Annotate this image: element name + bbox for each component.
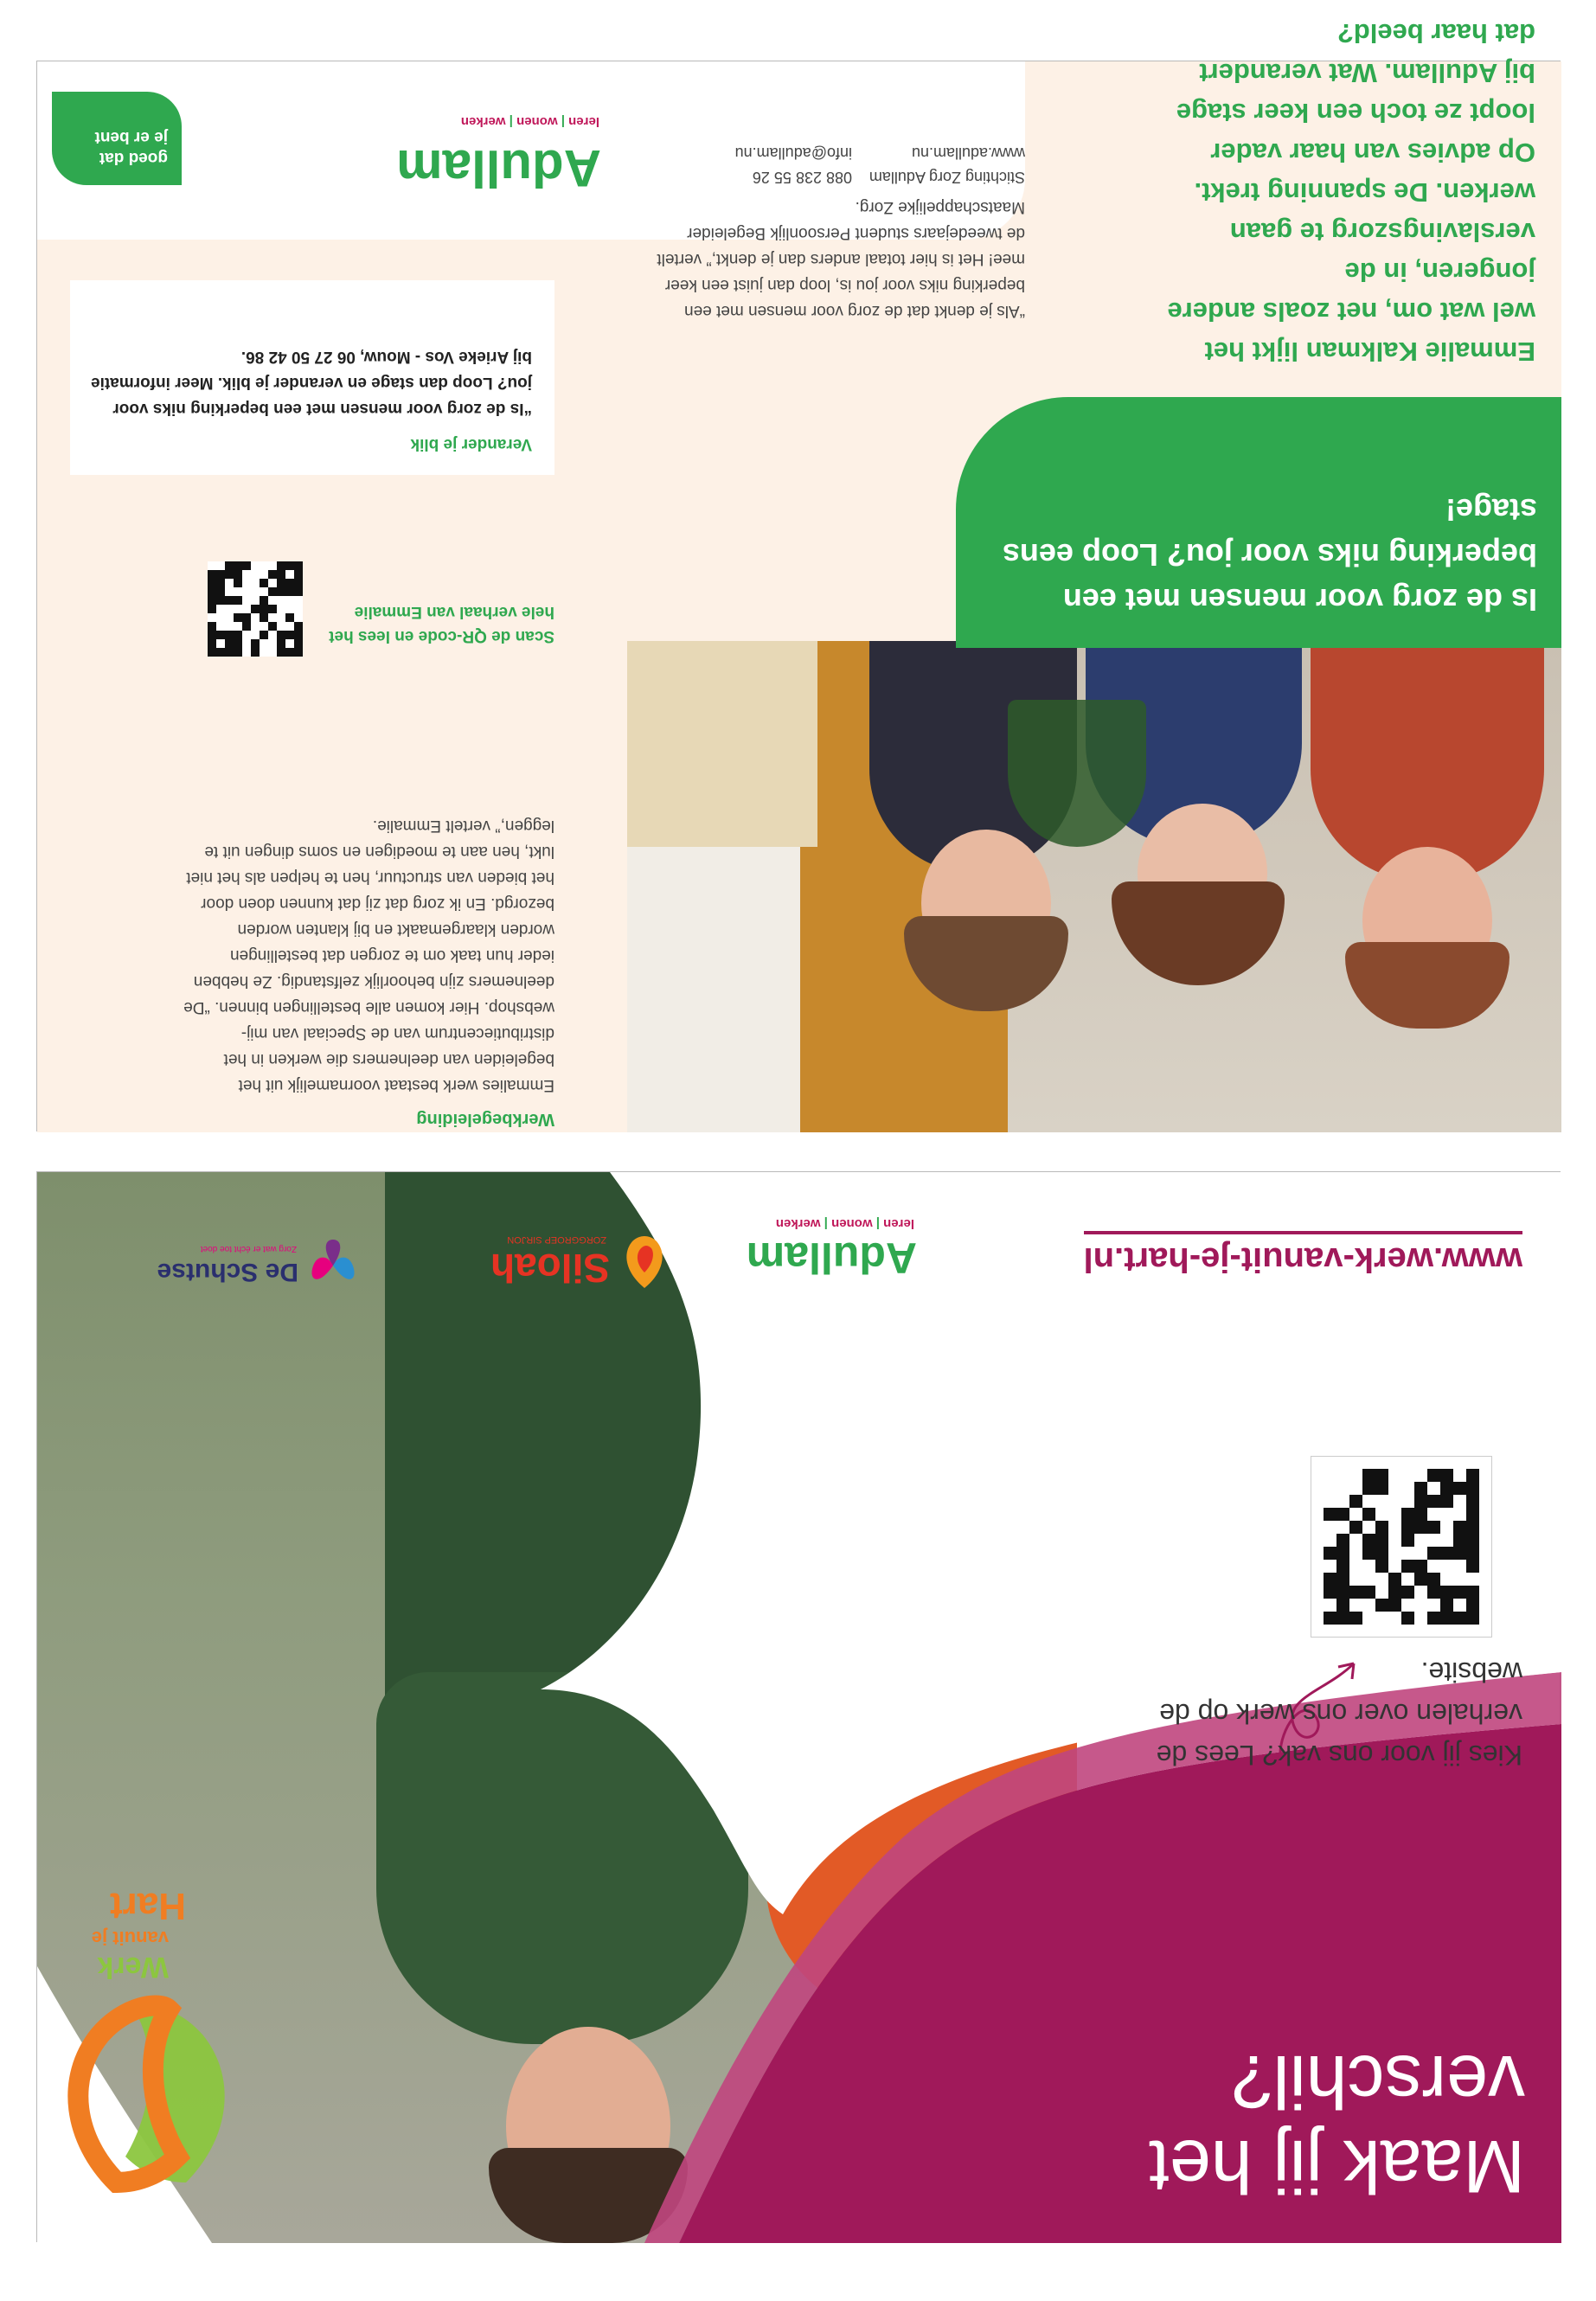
story-quote: “Als je denkt dat de zorg voor mensen met een beperking niks voor jou is, loop dan juist een keer mee! Het is hier totaal anders dan je denkt,” vertelt de tweedejaars student Persoonlijk Begeleider Maatschappelijke Zorg. [657, 198, 1025, 320]
photo-three-women [627, 641, 1561, 1132]
story-panel [36, 18, 1561, 1131]
adullam-tagline: leren | wonen | werken [460, 114, 599, 129]
qr-code-story[interactable] [208, 561, 303, 657]
goed-dat-badge: goed dat je er bent [52, 92, 182, 185]
cover-panel: Maak jij het verschil? Werk vanuit je Hart Kies jij voor ons vak? Lees de verhalen over ons werk op de website. www.werk-vanuit-je-hart.nl Adullam leren | wonen | werken Siloah ZORGGROEP SIRJON De Schutse Zorg wat er écht toe doet [36, 1171, 1561, 2242]
info-box-text: “Is de zorg voor mensen met een beperking niks voor jou? Loop dan stage en verander je blik. Meer informatie bij Arieke Vos - Mouw, 06 27 50 42 86. [91, 348, 532, 418]
siloah-flame-icon [619, 1236, 670, 1292]
adullam-tagline-cover: leren | wonen | werken [775, 1216, 914, 1231]
footer-org-block [869, 141, 1025, 189]
info-box-heading: Verander je blik [410, 435, 532, 453]
story-intro: Emmalie Kalkman lijkt het wel wat om, net zoals andere jongeren, in de verslavingszorg te gaan werken. De spanning trekt. Op advies van haar vader loopt ze toch een keer stage bij Adullam. Wat verandert dat haar beeld? [1167, 18, 1535, 367]
work-heading: Werkbegeleiding [416, 1110, 554, 1129]
adullam-logo: Adullam [396, 139, 601, 197]
hart-word-hart: Hart [109, 1885, 186, 1927]
hart-logo-mark [65, 1992, 238, 2191]
footer-phone: 088 238 55 26 [752, 169, 852, 186]
butterfly-icon [307, 1236, 359, 1292]
footer-email[interactable]: info@adullam.nu [734, 144, 852, 162]
qr-code-website[interactable] [1311, 1456, 1492, 1638]
footer-contact-block [735, 141, 852, 189]
work-text: Emmalies werk bestaat voornamelijk uit het begeleiden van deelnemers die werken in het distributiecentrum van de Speciaal van mij-webshop. Hier komen alle bestellingen binnen. “De deelnemers zijn behoorlijk zelfstandig. Ze hebben ieder hun taak om te zorgen dat bestellingen worden klaargemaakt en bij klanten worden bezorgd. En ik zorg dat zij dat kunnen doen door het bieden van structuur, hen te helpen als het niet lukt, hen aan te moedigen en soms dingen uit te leggen,” vertelt Emmalie. [183, 817, 554, 1094]
cover-side-text: Kies jij voor ons vak? Lees de verhalen over ons werk op de website. [1156, 1657, 1522, 1771]
footer-org: Stichting Zorg Adullam [869, 169, 1025, 186]
adullam-logo-cover: Adullam [746, 1234, 917, 1282]
footer-web[interactable]: www.adullam.nu [911, 144, 1025, 162]
werk-vanuit-je-hart-logo [65, 1880, 238, 2191]
scan-instruction: Scan de QR-code en lees het hele verhaal van Emmalie [329, 603, 554, 645]
website-url[interactable]: www.werk-vanuit-je-hart.nl [1084, 1231, 1522, 1279]
story-headline: Is de zorg voor mensen met een beperking niks voor jou? Loop eens stage! [1002, 492, 1537, 618]
hart-word-vanuit: vanuit je [91, 1927, 169, 1949]
hart-word-werk: Werk [97, 1951, 169, 1984]
cover-headline: Maak jij het verschil? [1149, 2040, 1525, 2208]
